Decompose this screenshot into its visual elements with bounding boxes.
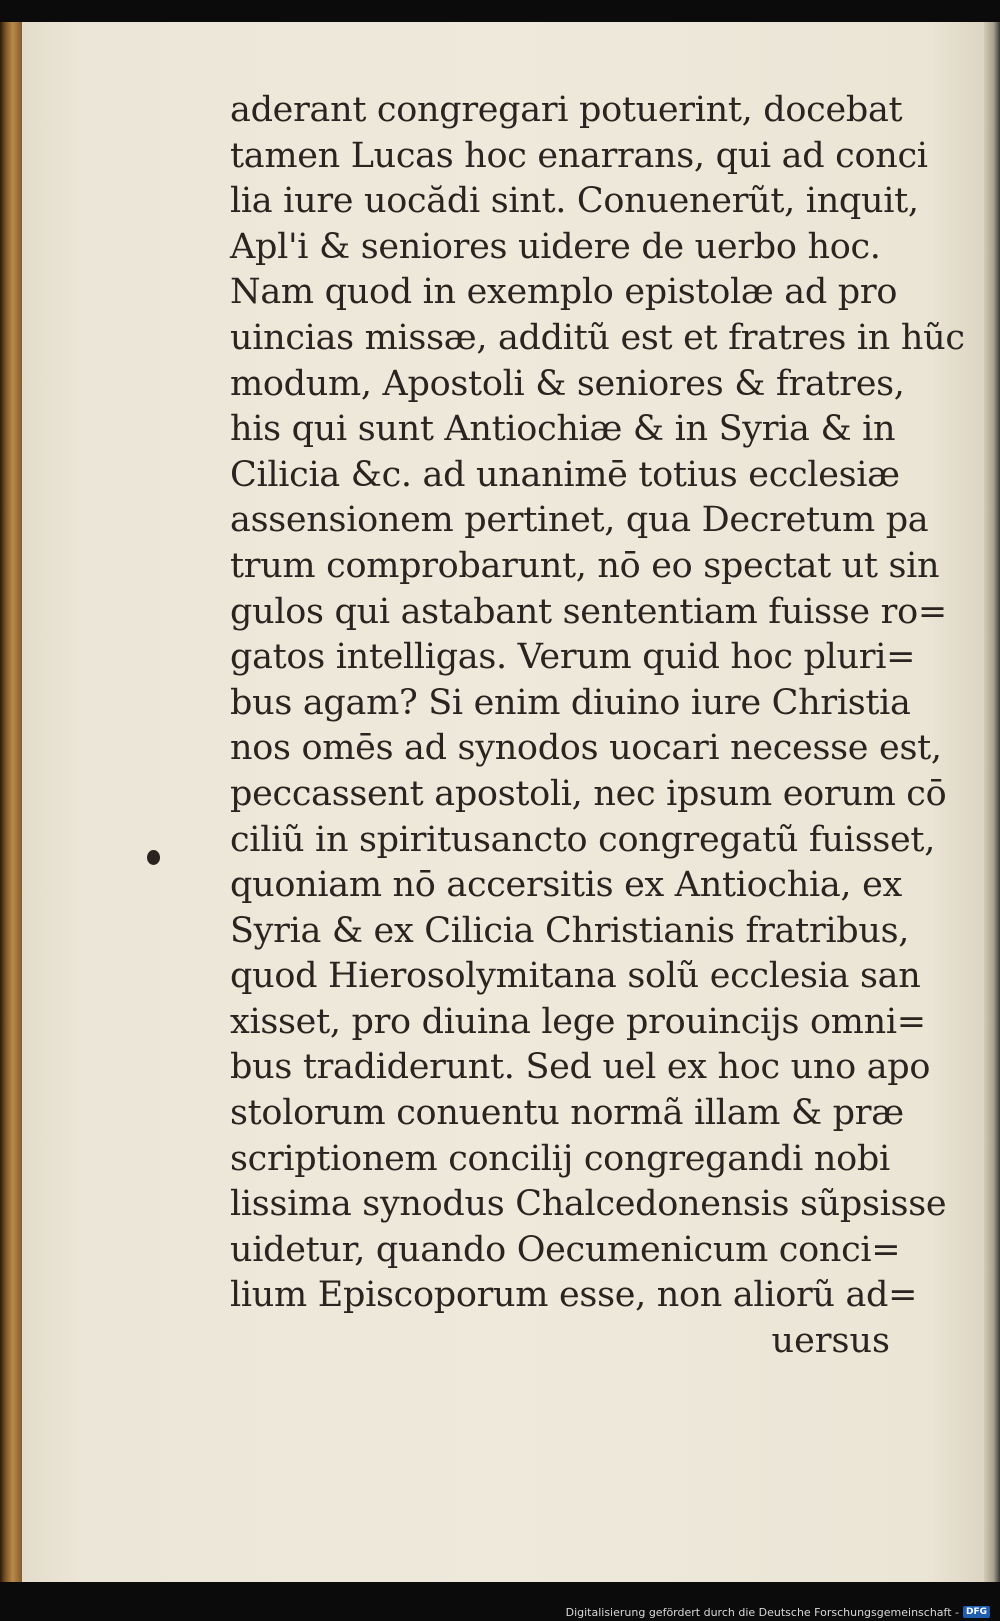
text-line: peccassent apostoli, nec ipsum eorum cō <box>230 773 947 814</box>
text-line: lium Episcoporum esse, non aliorũ ad= <box>230 1275 918 1316</box>
digitization-footer <box>566 1604 990 1620</box>
dfg-logo: DFG <box>963 1606 990 1618</box>
text-line: uidetur, quando Oecumenicum conci= <box>230 1229 901 1270</box>
text-line: quoniam nō accersitis ex Antiochia, ex <box>230 865 902 906</box>
text-line: Apl'i & seniores uidere de uerbo hoc. <box>230 226 881 267</box>
page-edge <box>984 22 1000 1582</box>
text-line: quod Hierosolymitana solũ ecclesia san <box>230 956 921 997</box>
text-line: stolorum conuentu normã illam & præ <box>230 1093 904 1134</box>
page-text-block <box>230 88 965 1365</box>
text-line: aderant congregari potuerint, docebat <box>230 90 903 130</box>
text-line: assensionem pertinet, qua Decretum pa <box>230 500 929 541</box>
text-line: ciliũ in spiritusancto congregatũ fuisset, <box>230 819 936 860</box>
text-line: nos omēs ad synodos uocari necesse est, <box>230 728 942 769</box>
text-line: gulos qui astabant sententiam fuisse ro= <box>230 591 947 632</box>
text-line: trum comprobarunt, nō eo spectat ut sin <box>230 545 940 586</box>
text-line: Nam quod in exemplo epistolæ ad pro <box>230 272 898 313</box>
text-line: lia iure uocădi sint. Conuenerũt, inquit, <box>230 181 919 222</box>
text-line: Cilicia &c. ad unanimē totius ecclesiæ <box>230 454 900 495</box>
text-line: xisset, pro diuina lege prouincijs omni= <box>230 1001 926 1042</box>
catchword: uersus <box>771 1321 890 1362</box>
text-line: bus tradiderunt. Sed uel ex hoc uno apo <box>230 1047 931 1088</box>
footer-credit-text: Digitalisierung gefördert durch die Deutsche Forschungsgemeinschaft - <box>565 1605 959 1619</box>
text-line: lissima synodus Chalcedonensis sũpsisse <box>230 1184 947 1225</box>
text-line: bus agam? Si enim diuino iure Christia <box>230 682 911 723</box>
text-line: modum, Apostoli & seniores & fratres, <box>230 363 905 404</box>
text-line: his qui sunt Antiochiæ & in Syria & in <box>230 409 896 450</box>
margin-ink-dot <box>147 850 160 865</box>
text-line: uincias missæ, additũ est et fratres in hũc <box>230 317 965 358</box>
text-line: gatos intelligas. Verum quid hoc pluri= <box>230 637 916 678</box>
text-line: tamen Lucas hoc enarrans, qui ad conci <box>230 135 928 176</box>
text-line: Syria & ex Cilicia Christianis fratribus, <box>230 910 910 951</box>
text-line: scriptionem concilij congregandi nobi <box>230 1138 890 1179</box>
